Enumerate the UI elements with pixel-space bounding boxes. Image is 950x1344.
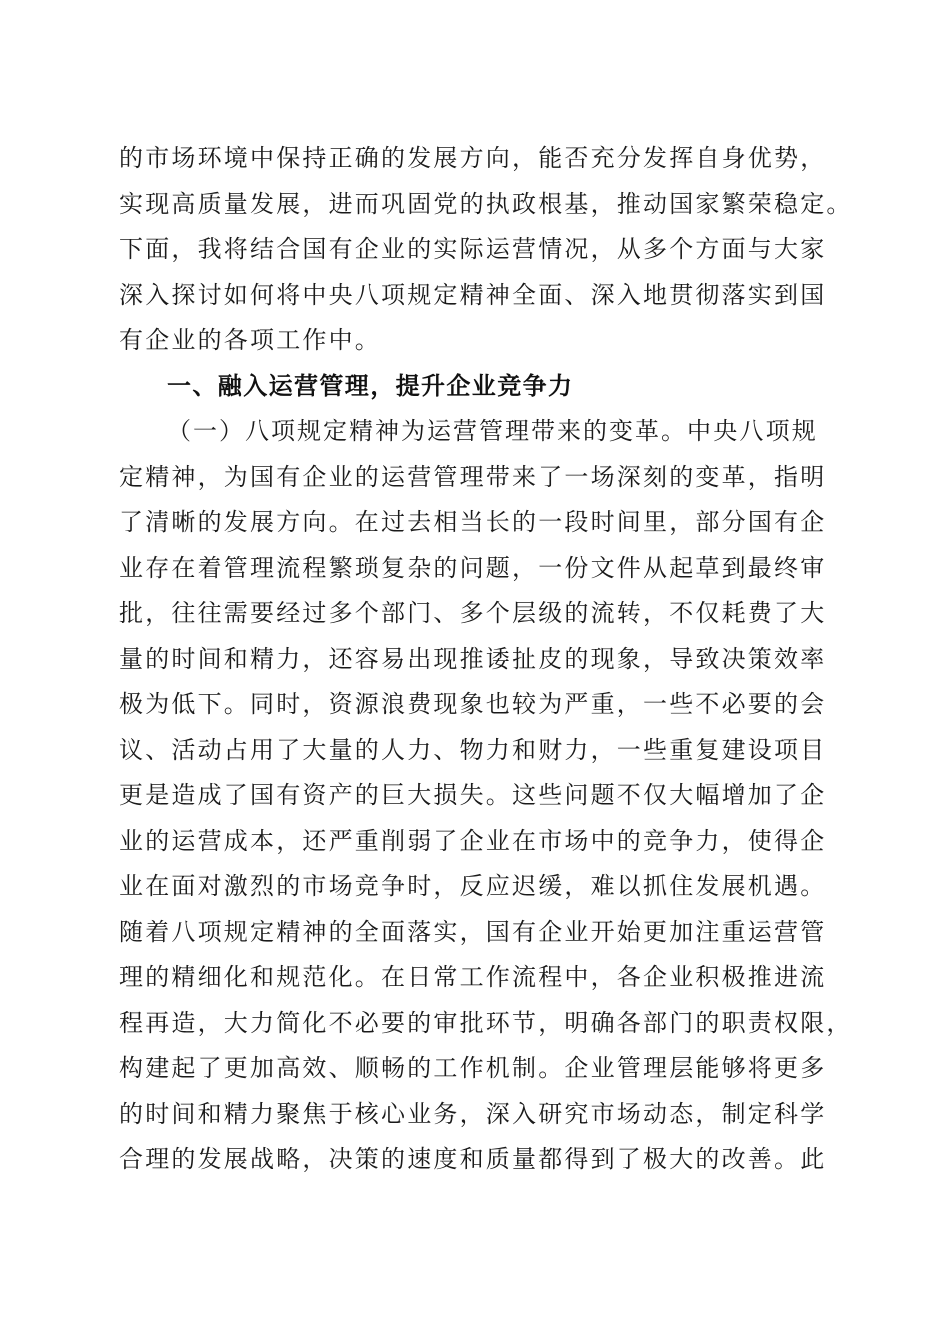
body-line: 理的精细化和规范化。在日常工作流程中，各企业积极推进流 (119, 963, 827, 991)
body-line: 极为低下。同时，资源浪费现象也较为严重，一些不必要的会 (119, 690, 827, 718)
body-line: 定精神，为国有企业的运营管理带来了一场深刻的变革，指明 (119, 462, 827, 491)
subsection-first-line (119, 409, 839, 455)
body-line: 业存在着管理流程繁琐复杂的问题，一份文件从起草到最终审 (119, 553, 827, 582)
document-body (119, 136, 853, 1183)
body-line: 业的运营成本，还严重削弱了企业在市场中的竞争力，使得企 (119, 826, 827, 855)
subsection-first-line-rest: 中央八项规 (687, 417, 818, 445)
body-line: 程再造，大力简化不必要的审批环节，明确各部门的职责权限， (119, 1008, 853, 1037)
body-line: 业在面对激烈的市场竞争时，反应迟缓，难以抓住发展机遇。 (119, 872, 827, 900)
body-line: 合理的发展战略，决策的速度和质量都得到了极大的改善。此 (119, 1145, 827, 1173)
body-line: 议、活动占用了大量的人力、物力和财力，一些重复建设项目 (119, 735, 827, 764)
body-line: 更是造成了国有资产的巨大损失。这些问题不仅大幅增加了企 (119, 781, 827, 809)
body-line: 随着八项规定精神的全面落实，国有企业开始更加注重运营管 (119, 917, 827, 946)
subsection-title: （一）八项规定精神为运营管理带来的变革。 (167, 417, 687, 445)
body-line: 了清晰的发展方向。在过去相当长的一段时间里，部分国有企 (119, 508, 827, 536)
intro-line: 有企业的各项工作中。 (119, 326, 381, 354)
body-line: 构建起了更加高效、顺畅的工作机制。企业管理层能够将更多 (119, 1054, 827, 1082)
body-line: 批，往往需要经过多个部门、多个层级的流转，不仅耗费了大 (119, 599, 827, 627)
intro-line: 下面，我将结合国有企业的实际运营情况，从多个方面与大家 (119, 235, 827, 263)
section-heading: 一、融入运营管理，提升企业竞争力 (167, 371, 574, 400)
intro-line: 深入探讨如何将中央八项规定精神全面、深入地贯彻落实到国 (119, 280, 827, 309)
intro-line: 的市场环境中保持正确的发展方向，能否充分发挥自身优势， (119, 144, 827, 172)
body-line: 量的时间和精力，还容易出现推诿扯皮的现象，导致决策效率 (119, 644, 827, 673)
intro-line: 实现高质量发展，进而巩固党的执政根基，推动国家繁荣稳定。 (119, 189, 853, 218)
body-line: 的时间和精力聚焦于核心业务，深入研究市场动态，制定科学 (119, 1099, 827, 1128)
